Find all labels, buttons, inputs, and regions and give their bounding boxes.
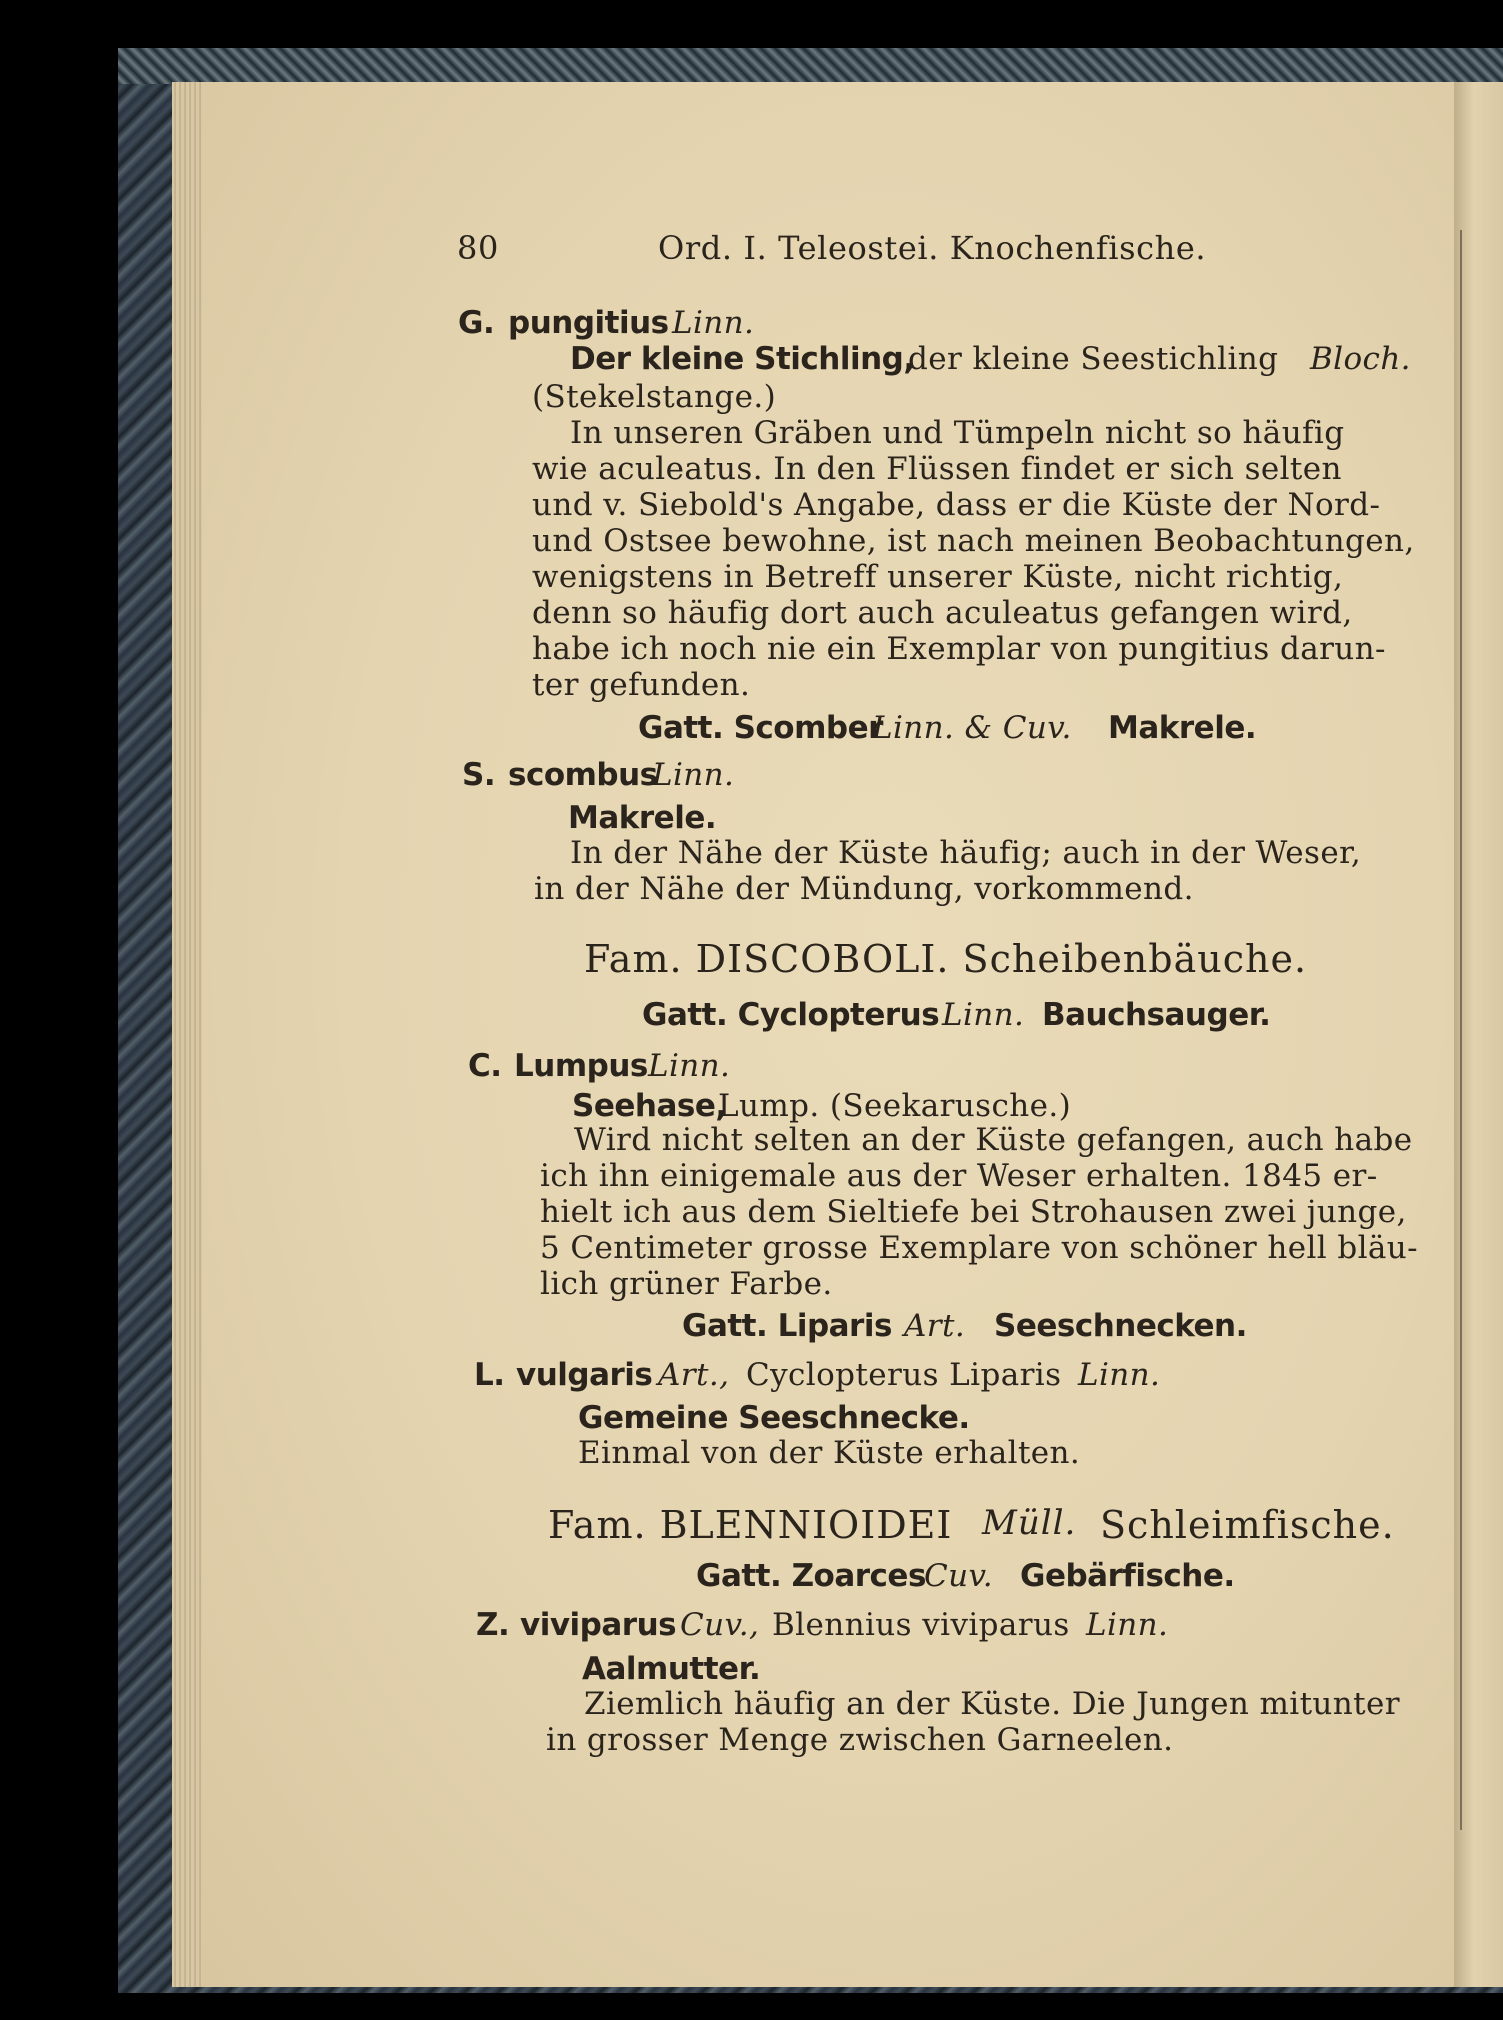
genus-author: Linn. & Cuv. bbox=[872, 710, 1072, 746]
genus-author: Linn. bbox=[942, 997, 1025, 1033]
species-abbr: L. bbox=[474, 1357, 505, 1393]
synonym: Blennius viviparus bbox=[772, 1607, 1070, 1643]
text-line: Einmal von der Küste erhalten. bbox=[578, 1435, 1081, 1471]
species-abbr: C. bbox=[468, 1048, 502, 1084]
text-line: In unseren Gräben und Tümpeln nicht so häufig bbox=[570, 415, 1345, 451]
genus-author: Cuv. bbox=[924, 1558, 993, 1594]
family-heading: Fam. DISCOBOLI. Scheibenbäuche. bbox=[584, 937, 1308, 981]
synonym: Cyclopterus Liparis bbox=[746, 1357, 1062, 1393]
text-line: Lump. (Seekarusche.) bbox=[718, 1088, 1072, 1124]
family-heading: Fam. BLENNIOIDEI bbox=[548, 1503, 953, 1547]
gutter-line bbox=[1460, 230, 1462, 1830]
genus-common: Bauchsauger. bbox=[1042, 997, 1271, 1033]
species-author: Linn. bbox=[672, 305, 755, 341]
page-number: 80 bbox=[457, 229, 499, 267]
common-name: Gemeine Seeschnecke. bbox=[578, 1400, 970, 1436]
cover-edge bbox=[118, 48, 1503, 84]
text-line: und Ostsee bewohne, ist nach meinen Beobachtungen, bbox=[532, 523, 1415, 559]
species-author: Cuv., bbox=[680, 1607, 760, 1643]
genus-author: Art. bbox=[904, 1308, 966, 1344]
text-line: 5 Centimeter grosse Exemplare von schöner hell bläu- bbox=[540, 1230, 1419, 1266]
genus-label: Gatt. Liparis bbox=[682, 1308, 892, 1344]
species-author: Linn. bbox=[652, 757, 735, 793]
author-ref: Bloch. bbox=[1310, 341, 1411, 377]
text-line: denn so häufig dort auch aculeatus gefangen wird, bbox=[532, 595, 1353, 631]
text-line: ich ihn einigemale aus der Weser erhalten. 1845 er- bbox=[540, 1158, 1378, 1194]
text-line: In der Nähe der Küste häufig; auch in der Weser, bbox=[570, 835, 1362, 871]
genus-label: Gatt. Zoarces bbox=[696, 1558, 926, 1594]
species-abbr: G. bbox=[458, 305, 495, 341]
synonym-author: Linn. bbox=[1078, 1357, 1161, 1393]
text-line: hielt ich aus dem Sieltiefe bei Strohausen zwei junge, bbox=[540, 1194, 1407, 1230]
genus-common: Gebärfische. bbox=[1020, 1558, 1235, 1594]
family-author: Müll. bbox=[982, 1503, 1077, 1543]
text-line: wenigstens in Betreff unserer Küste, nicht richtig, bbox=[532, 559, 1344, 595]
species-abbr: S. bbox=[462, 757, 496, 793]
species-name: viviparus bbox=[520, 1607, 677, 1643]
common-name: Seehase, bbox=[572, 1088, 727, 1124]
text-line: in grosser Menge zwischen Garneelen. bbox=[546, 1722, 1174, 1758]
common-name: Der kleine Stichling, bbox=[570, 341, 915, 377]
family-common: Schleimfische. bbox=[1100, 1503, 1395, 1547]
species-author: Art., bbox=[658, 1357, 730, 1393]
species-abbr: Z. bbox=[476, 1607, 510, 1643]
species-name: pungitius bbox=[508, 305, 669, 341]
text-line: (Stekelstange.) bbox=[532, 379, 777, 415]
genus-label: Gatt. Cyclopterus bbox=[642, 997, 940, 1033]
species-author: Linn. bbox=[648, 1048, 731, 1084]
genus-common: Seeschnecken. bbox=[994, 1308, 1247, 1344]
text-line: in der Nähe der Mündung, vorkommend. bbox=[534, 871, 1194, 907]
common-name: Makrele. bbox=[568, 800, 717, 836]
text-line: und v. Siebold's Angabe, dass er die Küste der Nord- bbox=[532, 487, 1381, 523]
species-name: scombus bbox=[508, 757, 658, 793]
running-title: Ord. I. Teleostei. Knochenfische. bbox=[658, 229, 1207, 267]
text-line: der kleine Seestichling bbox=[908, 341, 1279, 377]
species-name: Lumpus bbox=[514, 1048, 648, 1084]
text-line: ter gefunden. bbox=[532, 667, 751, 703]
species-name: vulgaris bbox=[516, 1357, 653, 1393]
text-line: wie aculeatus. In den Flüssen findet er sich selten bbox=[532, 451, 1342, 487]
text-line: lich grüner Farbe. bbox=[540, 1266, 833, 1302]
genus-label: Gatt. Scomber bbox=[638, 710, 883, 746]
page-stack-edge bbox=[172, 82, 203, 1987]
text-line: Ziemlich häufig an der Küste. Die Jungen mitunter bbox=[584, 1686, 1400, 1722]
text-line: Wird nicht selten an der Küste gefangen, auch habe bbox=[574, 1122, 1413, 1158]
genus-common: Makrele. bbox=[1108, 710, 1257, 746]
common-name: Aalmutter. bbox=[582, 1651, 761, 1687]
synonym-author: Linn. bbox=[1086, 1607, 1169, 1643]
text-line: habe ich noch nie ein Exemplar von pungitius darun- bbox=[532, 631, 1386, 667]
